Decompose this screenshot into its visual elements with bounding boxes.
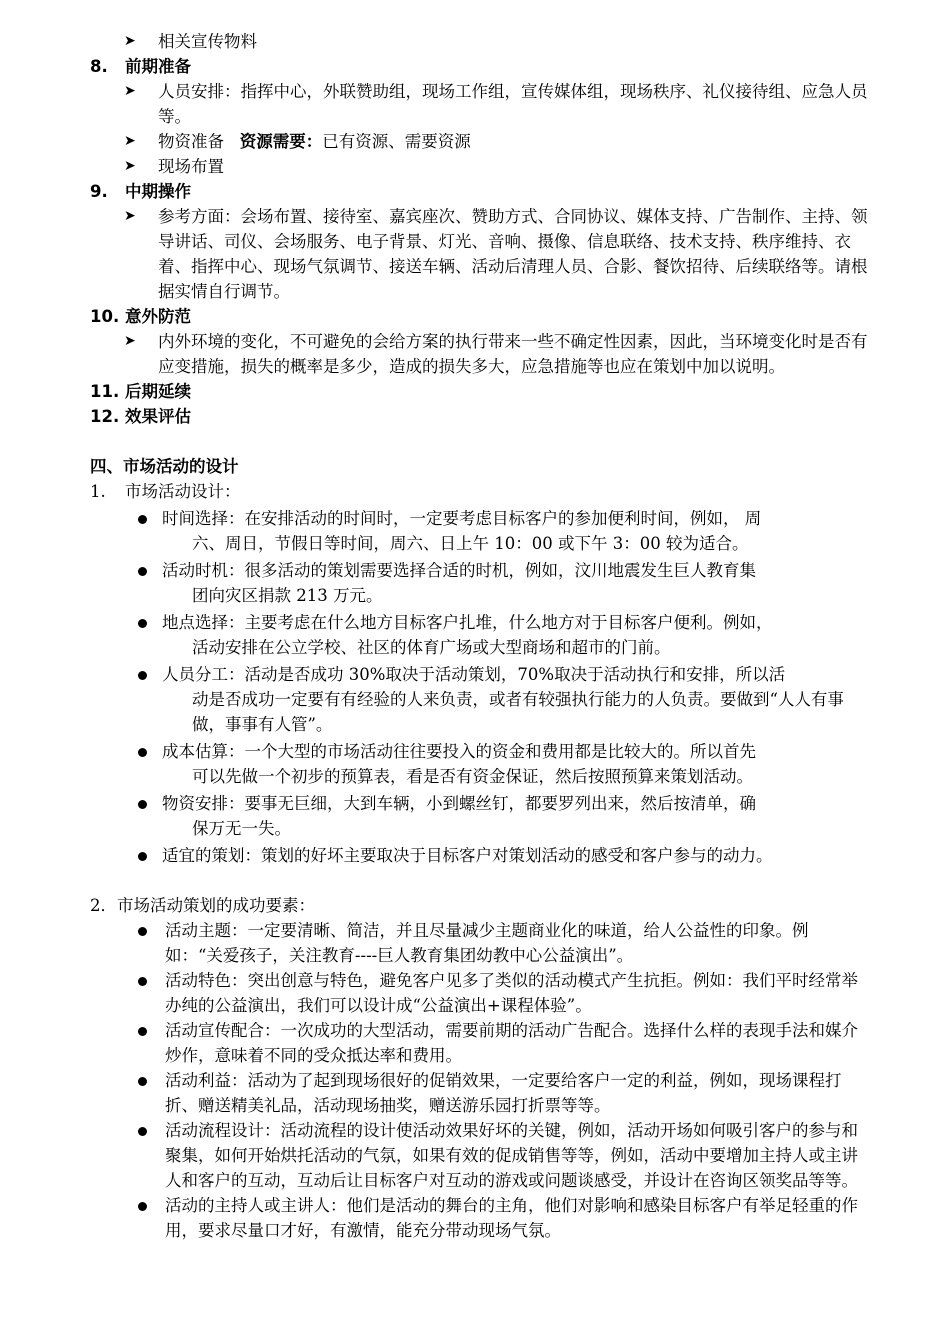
subsection-number: 1.	[90, 482, 106, 501]
material-rest: 已有资源、需要资源	[322, 132, 471, 151]
bullet-first-line: 适宜的策划：策划的好坏主要取决于目标客户对策划活动的感受和客户参与的动力。	[162, 846, 773, 865]
bullet-list-item	[0, 1018, 950, 1068]
bullet-list-item	[0, 918, 950, 968]
bullet-list-item	[0, 1193, 950, 1243]
bullet-dot-icon	[138, 1027, 147, 1036]
bullet-list-item	[0, 739, 950, 789]
bullet-list-item	[0, 610, 950, 660]
list-item-text: 内外环境的变化，不可避免的会给方案的执行带来一些不确定性因素，因此，当环境变化时是否有应变措施，损失的概率是多少，造成的损失多大，应急措施等也应在策划中加以说明。	[158, 332, 868, 376]
list-item-text: 相关宣传物料	[158, 32, 257, 51]
section-title: 后期延续	[125, 382, 191, 401]
section-title: 中期操作	[125, 182, 191, 201]
section-heading-8	[0, 54, 950, 79]
bullet-list-item	[0, 558, 950, 608]
bullet-first-line: 地点选择：主要考虑在什么地方目标客户扎堆，什么地方对于目标客户便利。例如，	[162, 613, 773, 632]
bullet-continuation: 六、周日，节假日等时间，周六、日上午 10：00 或下午 3：00 较为适合。	[192, 534, 749, 553]
arrow-list-item	[0, 154, 950, 179]
arrow-list-item	[0, 129, 950, 154]
bullet-list-item	[0, 791, 950, 841]
section-title: 效果评估	[125, 407, 191, 426]
bullet-continuation: 动是否成功一定要有有经验的人来负责，或者有较强执行能力的人负责。要做到“人人有事做，事事有人管”。	[192, 690, 844, 734]
section-heading-9	[0, 179, 950, 204]
list-item-text: 人员安排：指挥中心，外联赞助组，现场工作组，宣传媒体组，现场秩序、礼仪接待组、应急人员等。	[158, 82, 868, 126]
bullet-text: 活动宣传配合：一次成功的大型活动，需要前期的活动广告配合。选择什么样的表现手法和媒介炒作，意味着不同的受众抵达率和费用。	[165, 1021, 858, 1065]
section-number: 10.	[90, 307, 120, 326]
bullet-dot-icon	[138, 671, 147, 680]
bullet-first-line: 成本估算：一个大型的市场活动往往要投入的资金和费用都是比较大的。所以首先	[162, 742, 756, 761]
bullet-text: 活动特色：突出创意与特色，避免客户见多了类似的活动模式产生抗拒。例如：我们平时经常举办纯的公益演出，我们可以设计成“公益演出+课程体验”。	[165, 971, 858, 1015]
bullet-list-item	[0, 662, 950, 737]
arrow-bullet-icon: ➤	[124, 158, 136, 174]
list-item-text: 参考方面：会场布置、接待室、嘉宾座次、赞助方式、合同协议、媒体支持、广告制作、主持、领导讲话、司仪、会场服务、电子背景、灯光、音响、摄像、信息联络、技术支持、秩序维持、衣着、指挥中心、现场气氛调节、接送车辆、活动后清理人员、合影、餐饮招待、后续联络等。请根据实情自行调节。	[158, 207, 868, 301]
arrow-bullet-icon: ➤	[124, 208, 136, 224]
bullet-dot-icon	[138, 800, 147, 809]
bullet-list-item	[0, 843, 950, 868]
bullet-text: 活动的主持人或主讲人：他们是活动的舞台的主角，他们对影响和感染目标客户有举足轻重的作用，要求尽量口才好，有激情，能充分带动现场气氛。	[165, 1196, 858, 1240]
section-heading-11	[0, 379, 950, 404]
bullet-continuation: 可以先做一个初步的预算表，看是否有资金保证，然后按照预算来策划活动。	[192, 767, 753, 786]
bullet-dot-icon	[138, 1127, 147, 1136]
bullet-list-item	[0, 506, 950, 556]
section-title: 前期准备	[125, 57, 191, 76]
section-number: 8.	[90, 57, 108, 76]
subsection-title-1	[0, 479, 950, 504]
bullet-continuation: 保万无一失。	[192, 819, 291, 838]
section-heading-12	[0, 404, 950, 429]
subsection-title-2: 2．市场活动策划的成功要素：	[90, 896, 315, 915]
bullet-text: 活动主题：一定要清晰、简洁，并且尽量减少主题商业化的味道，给人公益性的印象。例如：“关爱孩子，关注教育----巨人教育集团幼教中心公益演出”。	[165, 921, 809, 965]
bullet-list-item	[0, 1118, 950, 1193]
section-number: 9.	[90, 182, 108, 201]
bullet-list-item	[0, 968, 950, 1018]
arrow-bullet-icon: ➤	[124, 33, 136, 49]
arrow-list-item	[0, 329, 950, 379]
arrow-bullet-icon: ➤	[124, 333, 136, 349]
bullet-dot-icon	[138, 977, 147, 986]
bullet-first-line: 活动时机：很多活动的策划需要选择合适的时机，例如，汶川地震发生巨人教育集	[162, 561, 756, 580]
bullet-first-line: 人员分工：活动是否成功 30%取决于活动策划，70%取决于活动执行和安排，所以活	[162, 665, 786, 684]
bullet-list-item	[0, 1068, 950, 1118]
bullet-dot-icon	[138, 852, 147, 861]
arrow-list-item	[0, 204, 950, 304]
bullet-dot-icon	[138, 1202, 147, 1211]
list-item-text: 现场布置	[158, 157, 224, 176]
bullet-dot-icon	[138, 567, 147, 576]
section-number: 12.	[90, 407, 120, 426]
bullet-text: 活动流程设计：活动流程的设计使活动效果好坏的关键，例如，活动开场如何吸引客户的参与和聚集，如何开始烘托活动的气氛，如果有效的促成销售等等，例如，活动中要增加主持人或主讲人和客户的互动，互动后让目标客户对互动的游戏或问题谈感受，并设计在咨询区领奖品等等。	[165, 1121, 858, 1190]
part-title: 四、市场活动的设计	[90, 457, 239, 476]
section-number: 11.	[90, 382, 120, 401]
subsection-title-text: 市场活动设计：	[125, 482, 241, 501]
bullet-continuation: 团向灾区捐款 213 万元。	[192, 586, 383, 605]
bullet-first-line: 时间选择：在安排活动的时间时，一定要考虑目标客户的参加便利时间，例如， 周	[162, 509, 762, 528]
arrow-list-item	[0, 29, 950, 54]
bullet-dot-icon	[138, 1077, 147, 1086]
arrow-list-item	[0, 79, 950, 129]
material-bold-label: 资源需要：	[239, 132, 323, 151]
bullet-dot-icon	[138, 515, 147, 524]
section-title: 意外防范	[125, 307, 191, 326]
arrow-bullet-icon: ➤	[124, 83, 136, 99]
bullet-dot-icon	[138, 619, 147, 628]
section-heading-10	[0, 304, 950, 329]
arrow-bullet-icon: ➤	[124, 133, 136, 149]
bullet-dot-icon	[138, 927, 147, 936]
bullet-dot-icon	[138, 748, 147, 757]
material-prefix: 物资准备	[158, 132, 224, 151]
bullet-text: 活动利益：活动为了起到现场很好的促销效果，一定要给客户一定的利益，例如，现场课程打折、赠送精美礼品，活动现场抽奖，赠送游乐园打折票等等。	[165, 1071, 842, 1115]
bullet-continuation: 活动安排在公立学校、社区的体育广场或大型商场和超市的门前。	[192, 638, 671, 657]
bullet-first-line: 物资安排：要事无巨细，大到车辆，小到螺丝钉，都要罗列出来，然后按清单，确	[162, 794, 756, 813]
